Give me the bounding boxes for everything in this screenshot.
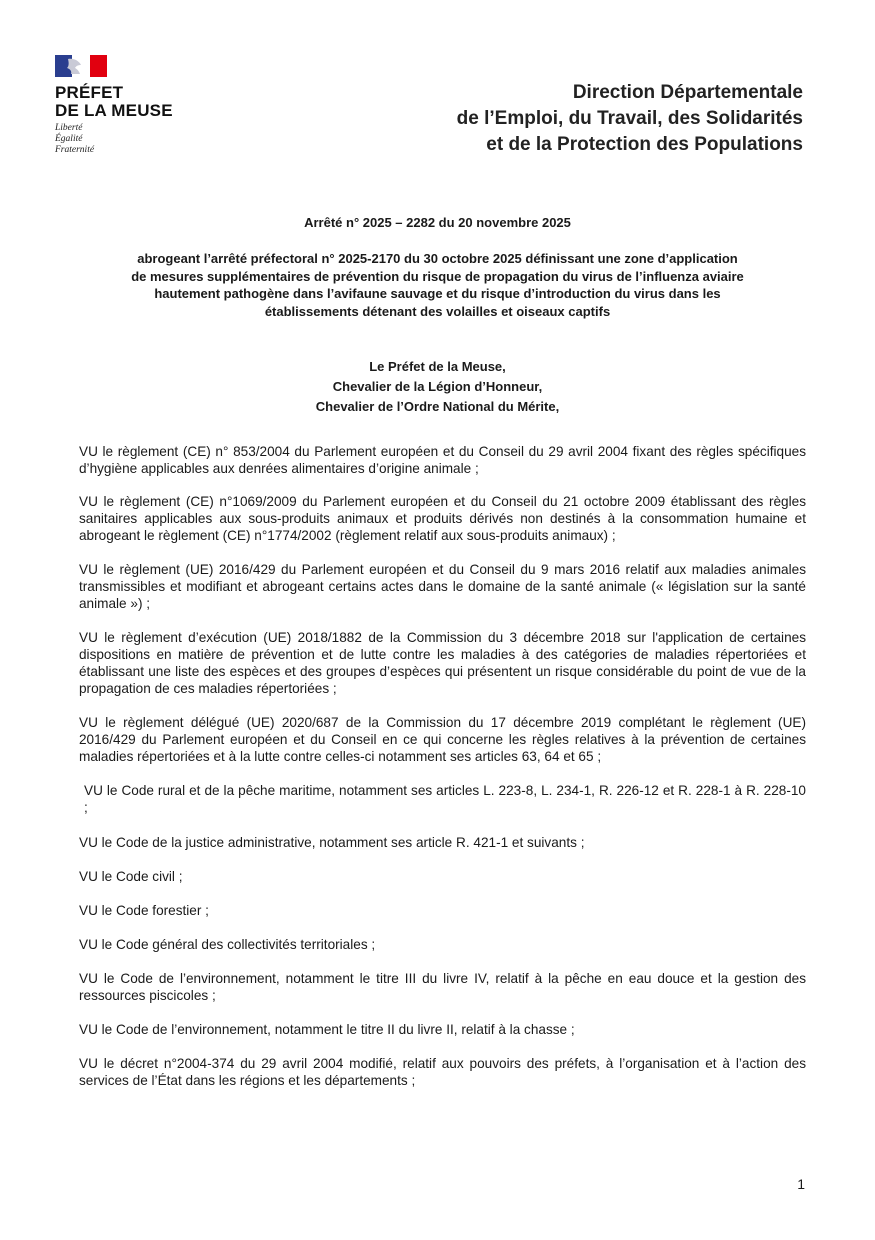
prefet-titles: Le Préfet de la Meuse, Chevalier de la Légion d’Honneur, Chevalier de l’Ordre National du Mérite,: [315, 359, 560, 414]
prefecture-name: PRÉFET DE LA MEUSE: [55, 83, 173, 120]
visa-paragraph: VU le Code forestier ;: [79, 903, 209, 918]
visa-paragraph: VU le Code général des collectivités territoriales ;: [79, 937, 376, 952]
visa-paragraph: VU le règlement délégué (UE) 2020/687 de la Commission du 17 décembre 2019 complétant le règlement (UE) 2016/429 du Parlement européen et du Conseil en ce qui concerne les règles relatives à la prévention de certaines maladies répertoriées et à la lutte contre celles-ci notamment ses articles 63, 64 et 65 ;: [79, 715, 806, 764]
visa-paragraph: VU le Code de l’environnement, notamment le titre III du livre IV, relatif à la pêche en eau douce et la gestion des ressources piscicoles ;: [79, 971, 806, 1003]
visa-paragraph: VU le règlement (CE) n° 853/2004 du Parlement européen et du Conseil du 29 avril 2004 fixant des règles spécifiques d’hygiène applicables aux denrées alimentaires d’origine animale ;: [79, 444, 806, 476]
visa-paragraph: VU le règlement (CE) n°1069/2009 du Parlement européen et du Conseil du 21 octobre 2009 établissant des règles sanitaires applicables aux sous-produits animaux et produits dérivés non destinés à la consommation humaine et abrogeant le règlement (CE) n°1774/2002 (règlement relatif aux sous-produits animaux) ;: [79, 494, 806, 543]
arrete-subtitle: abrogeant l’arrêté préfectoral n° 2025-2170 du 30 octobre 2025 définissant une zone d’application de mesures supplémentaires de prévention du risque de propagation du virus de l’influenza aviaire hautement pathogène dans l’avifaune sauvage et du risque d’introduction du virus dans les établissements détenant des volailles et oiseaux captifs: [131, 251, 744, 319]
visa-paragraph: VU le règlement d’exécution (UE) 2018/1882 de la Commission du 3 décembre 2018 sur l'application de certaines dispositions en matière de prévention et de lutte contre les maladies à des catégories de maladies répertoriées et établissant une liste des espèces et des groupes d’espèces qui présentent un risque considérable du point de vue de la propagation de ces maladies répertoriées ;: [79, 630, 806, 696]
visa-paragraph: VU le Code de la justice administrative, notamment ses article R. 421-1 et suivants ;: [79, 835, 585, 850]
visa-paragraph: VU le Code rural et de la pêche maritime, notamment ses articles L. 223-8, L. 234-1, R. 226-12 et R. 228-1 à R. 228-10 ;: [84, 783, 806, 815]
marianne-flag-icon: [55, 55, 107, 77]
direction-header: Direction Départementale de l’Emploi, du Travail, des Solidarités et de la Protection des Populations: [456, 82, 803, 155]
arrete-title: Arrêté n° 2025 – 2282 du 20 novembre 2025: [304, 215, 571, 230]
visa-paragraph: VU le Code de l’environnement, notamment le titre II du livre II, relatif à la chasse ;: [79, 1022, 575, 1037]
page-number: 1: [797, 1176, 805, 1192]
prefecture-logo: [55, 55, 195, 156]
visa-paragraph: VU le règlement (UE) 2016/429 du Parlement européen et du Conseil du 9 mars 2016 relatif aux maladies animales transmissibles et modifiant et abrogeant certains actes dans le domaine de la santé animale (« législation sur la santé animale ») ;: [79, 562, 806, 611]
republic-motto: Liberté Égalité Fraternité: [55, 123, 95, 155]
visas-list: [79, 443, 806, 1089]
visa-paragraph: VU le décret n°2004-374 du 29 avril 2004 modifié, relatif aux pouvoirs des préfets, à l’organisation et à l’action des services de l’État dans les régions et les départements ;: [79, 1056, 806, 1088]
visa-paragraph: VU le Code civil ;: [79, 869, 183, 884]
